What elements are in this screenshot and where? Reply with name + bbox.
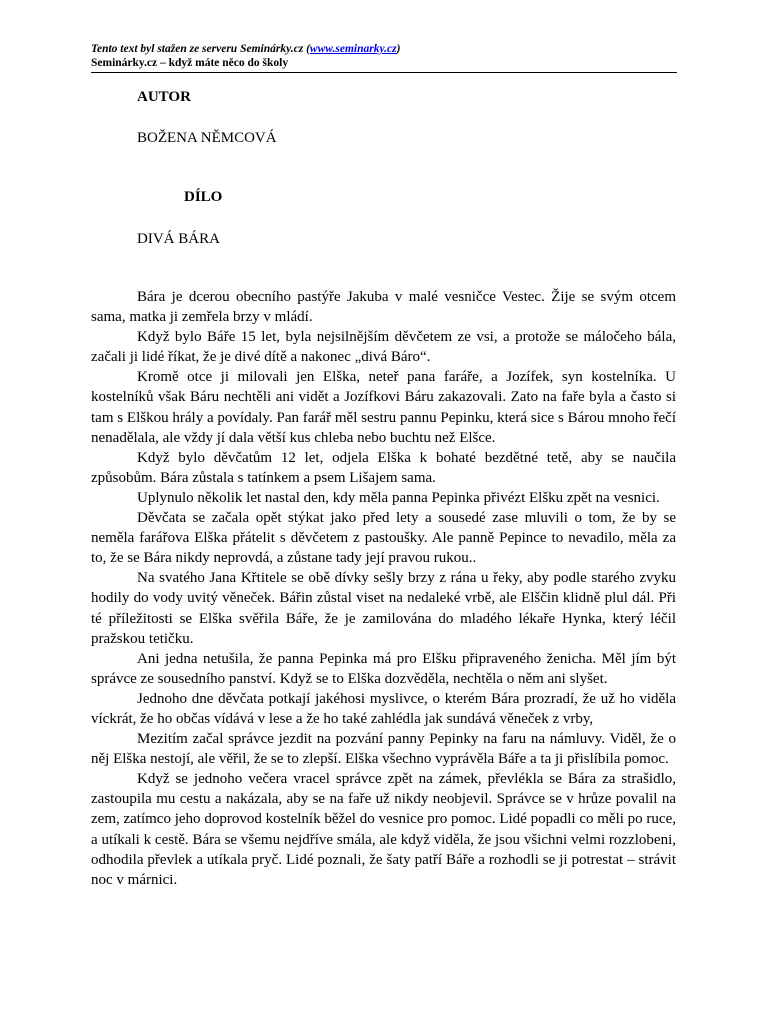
paragraph: Mezitím začal správce jezdit na pozvání panny Pepinky na faru na námluvy. Viděl, že o něj Elška nestojí, ale věřil, že se to zlepší. Elška všechno vyprávěla Báře a ta ji přislíbila pomoc. [91, 731, 676, 768]
paragraph: Když bylo Báře 15 let, byla nejsilnějším děvčetem ze vsi, a protože se máločeho bála, začali ji lidé říkat, že je divé dítě a nakonec „divá Báro“. [91, 329, 676, 366]
paragraph: Bára je dcerou obecního pastýře Jakuba v malé vesničce Vestec. Žije se svým otcem sama, matka ji zemřela brzy v mládí. [91, 289, 676, 326]
page-header [91, 42, 677, 73]
work-heading: DÍLO [184, 189, 223, 205]
paragraph: Když bylo děvčatům 12 let, odjela Elška k bohaté bezdětné tetě, aby se naučila způsobům. Bára zůstala s tatínkem a psem Lišajem sama. [91, 449, 676, 486]
paragraph: Ani jedna netušila, že panna Pepinka má pro Elšku připraveného ženicha. Měl jím být správce ze sousedního panství. Když se to Elška dozvěděla, nechtěla o něm ani slyšet. [91, 650, 676, 687]
summary-text [91, 287, 676, 890]
author-heading: AUTOR [137, 89, 191, 105]
header-source-suffix: ) [396, 43, 401, 55]
header-tagline: Seminárky.cz – když máte něco do školy [91, 57, 289, 69]
paragraph: Na svatého Jana Křtitele se obě dívky sešly brzy z rána u řeky, aby podle starého zvyku hodily do vody uvitý věneček. Bářin zůstal viset na nedaleké vrbě, ale Elščin klidně plul dál. Při té příležitosti se Elška svěřila Báře, že je zamilována do mladého lékaře Hynka, který léčil pražskou tetičku. [91, 570, 676, 647]
paragraph: Když se jednoho večera vracel správce zpět na zámek, převlékla se Bára za strašidlo, zastoupila mu cestu a nakázala, aby se na faře už nikdy neobjevil. Správce se v hrůze povalil na zem, zatímco jeho doprovod kostelník běžel do vesnice pro pomoc. Lidé popadli co měli po ruce, a utíkali k cestě. Bára se všemu nejdříve smála, ale když viděla, že jsou všichni velmi rozzlobeni, odhodila převlek a utíkala pryč. Lidé poznali, že šaty patří Báře a rozhodli se ji potrestat – strávit noc v márnici. [91, 771, 676, 888]
paragraph: Jednoho dne děvčata potkají jakéhosi myslivce, o kterém Bára prozradí, že už ho viděla víckrát, že ho občas vídává v lese a že ho také zahlédla jak sundává věneček z vrby, [91, 690, 676, 727]
paragraph: Kromě otce ji milovali jen Elška, neteř pana faráře, a Jozífek, syn kostelníka. U kostelníků však Báru nechtěli ani vidět a Jozífkovi Báru zakazovali. Zato na faře byla a často si tam s Elškou hrály a povídaly. Pan farář měl sestru pannu Pepinku, která sice s Bárou mnoho řečí nenadělala, ale vždy jí dala větší kus chleba nebo buchtu než Elšce. [91, 369, 676, 446]
paragraph: Děvčata se začala opět stýkat jako před lety a sousedé zase mluvili o tom, že by se neměla farářova Elška přátelit s děvčetem z pastoušky. Ale panně Pepince to nevadilo, měla za to, že se Bára nikdy neprovdá, a zůstane tady její pravou rukou.. [91, 510, 676, 567]
seminarky-link[interactable]: www.seminarky.cz [309, 43, 397, 55]
author-name: BOŽENA NĚMCOVÁ [137, 130, 277, 146]
work-title: DIVÁ BÁRA [137, 231, 220, 247]
header-source-prefix: Tento text byl stažen ze serveru Seminárky.cz ( [91, 43, 310, 55]
paragraph: Uplynulo několik let nastal den, kdy měla panna Pepinka přivézt Elšku zpět na vesnici. [137, 489, 660, 506]
header-source-line [91, 42, 677, 56]
